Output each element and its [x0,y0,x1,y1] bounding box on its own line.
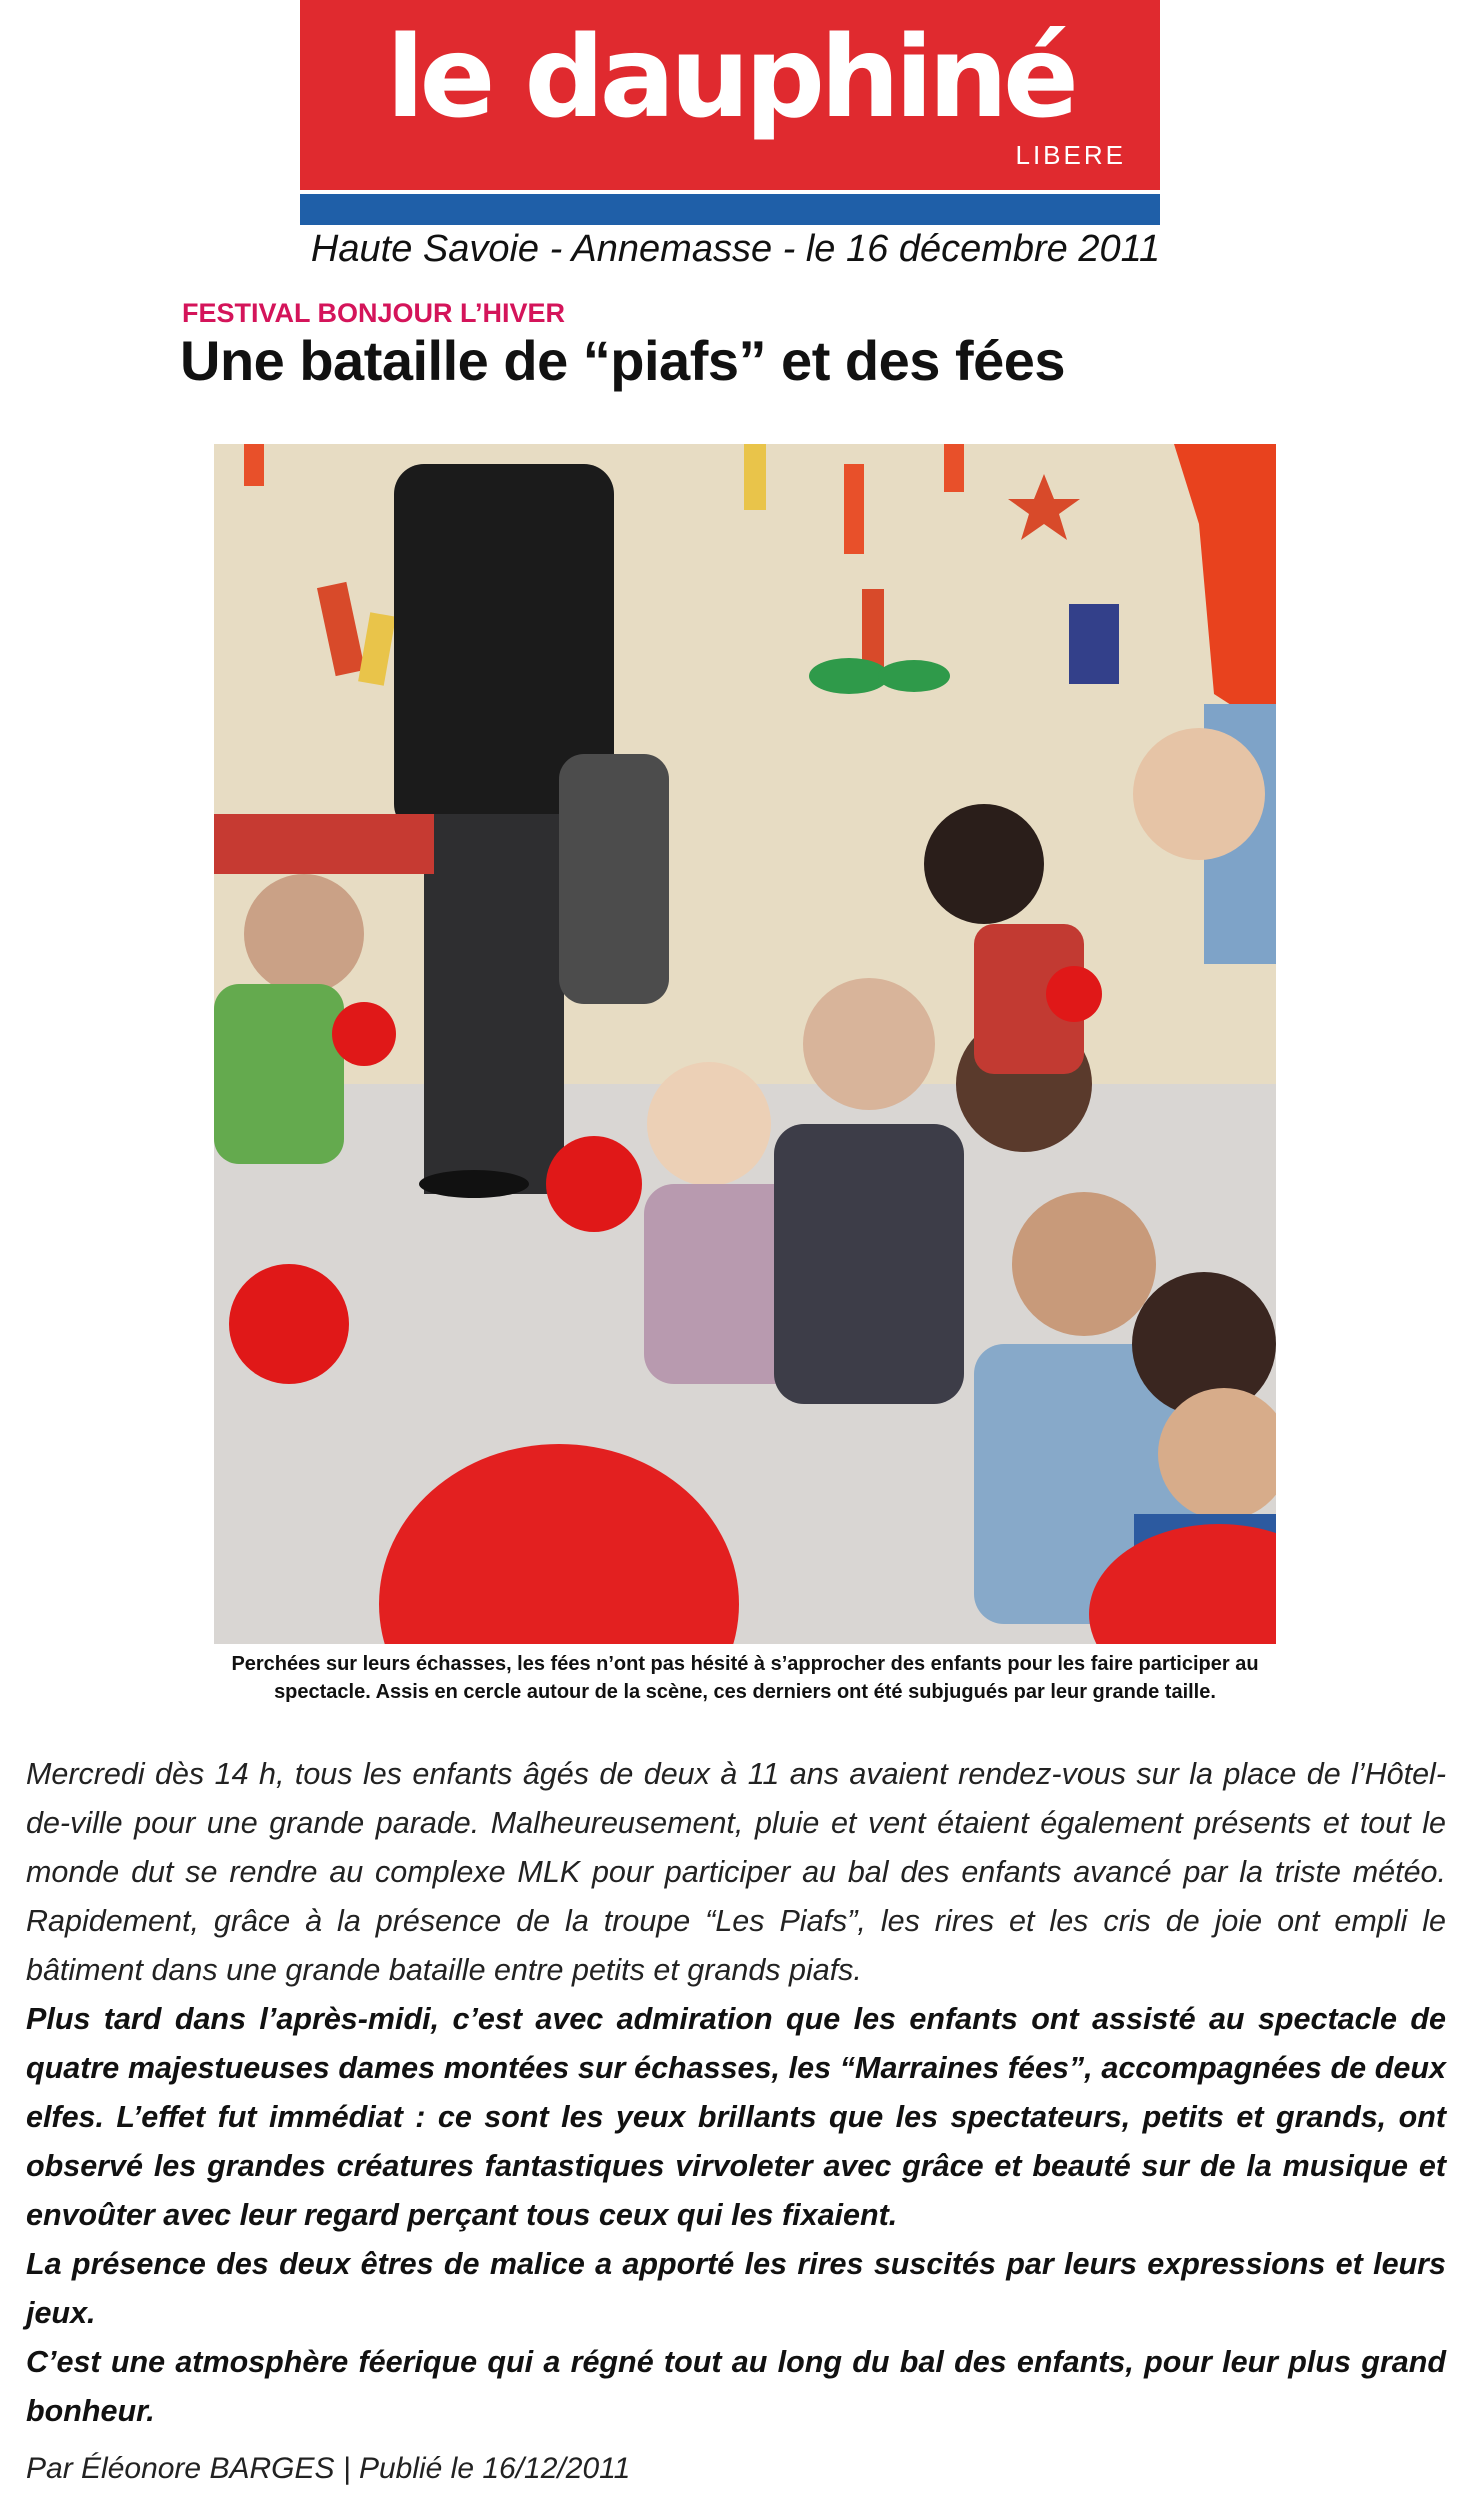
brand-subtitle: LIBERE [1015,140,1126,170]
paragraph-2: Plus tard dans l’après-midi, c’est avec admiration que les enfants ont assisté au spectacle de quatre majestueuses dames montées sur échasses, les “Marraines fées”, accompagnées de deux elfes. L’effet fut immédiat : ce sont les yeux brillants que les spectateurs, petits et grands, ont observé les grandes créatures fantastiques virvoleter avec grâce et beauté sur de la musique et envoûter avec leur regard perçant tous ceux qui les fixaient. [26,2002,1446,2232]
photo-caption: Perchées sur leurs échasses, les fées n’ont pas hésité à s’approcher des enfants pour les faire participer au spectacle. Assis en cercle autour de la scène, ces derniers ont été subjugués par leur grande taille. [231,1653,1259,1703]
paragraph-1: Mercredi dès 14 h, tous les enfants âgés de deux à 11 ans avaient rendez-vous sur la place de l’Hôtel-de-ville pour une grande parade. Malheureusement, pluie et vent étaient également présents et tout le monde dut se rendre au complexe MLK pour participer au bal des enfants avancé par la triste météo. Rapidement, grâce à la présence de la troupe “Les Piafs”, les rires et les cris de joie ont empli le bâtiment dans une grande bataille entre petits et grands piafs. [26,1757,1446,1987]
article-photo [214,444,1276,1644]
article-body [26,1750,1446,2436]
masthead-divider [300,190,1160,194]
dateline: Haute Savoie - Annemasse - le 16 décembre 2011 [310,228,1161,270]
masthead-blue-band [300,190,1160,225]
paragraph-3: La présence des deux êtres de malice a apporté les rires suscités par leurs expressions et leurs jeux. [26,2247,1446,2330]
brand-name: le dauphiné [386,13,1074,143]
article-kicker: FESTIVAL BONJOUR L’HIVER [182,298,566,328]
article-headline: Une bataille de “piafs” et des fées [180,329,1066,392]
byline: Par Éléonore BARGES | Publié le 16/12/2011 [26,2452,631,2485]
paragraph-4: C’est une atmosphère féerique qui a régné tout au long du bal des enfants, pour leur plus grand bonheur. [26,2345,1446,2428]
masthead-logo [300,0,1160,225]
